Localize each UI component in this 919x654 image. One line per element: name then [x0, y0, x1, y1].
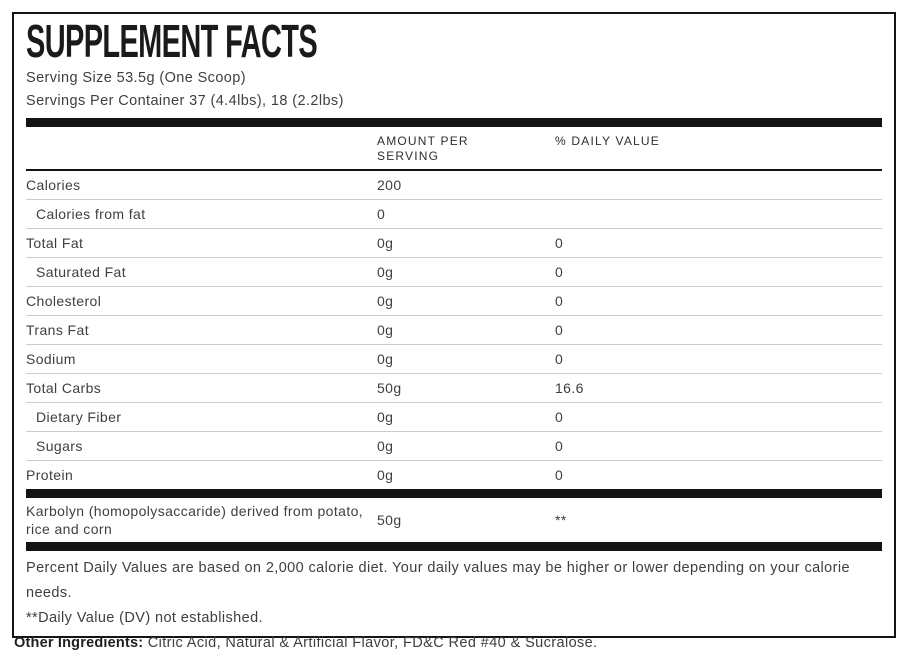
table-row [26, 403, 882, 432]
nutrient-dv: 0 [555, 467, 564, 483]
table-row [26, 374, 882, 403]
column-header-daily-value: % DAILY VALUE [555, 134, 660, 148]
table-row [26, 200, 882, 229]
table-row [26, 316, 882, 345]
nutrient-name: Calories from fat [36, 206, 146, 222]
nutrient-amount: 0g [377, 467, 394, 483]
nutrient-dv: 0 [555, 409, 564, 425]
nutrient-name: Total Carbs [26, 380, 102, 396]
nutrient-name: Total Fat [26, 235, 84, 251]
table-row [26, 287, 882, 316]
nutrient-name: Cholesterol [26, 293, 102, 309]
table-row [26, 461, 882, 489]
nutrient-name: Dietary Fiber [36, 409, 122, 425]
nutrient-dv: 0 [555, 293, 564, 309]
column-header-amount: AMOUNT PER SERVING [377, 134, 469, 163]
table-row [26, 432, 882, 461]
nutrient-amount: 0g [377, 293, 394, 309]
nutrient-dv: 0 [555, 264, 564, 280]
supplement-facts-panel [12, 12, 896, 638]
nutrient-dv: 0 [555, 235, 564, 251]
nutrient-dv: 0 [555, 322, 564, 338]
divider-bar-thick [26, 118, 882, 127]
nutrient-table [26, 171, 882, 489]
nutrient-name: Sugars [36, 438, 83, 454]
nutrient-amount: 200 [377, 177, 402, 193]
nutrient-amount: 0g [377, 351, 394, 367]
nutrient-name: Karbolyn (homopolysaccaride) derived from potato, rice and corn [26, 503, 364, 537]
ingredient-row-karbolyn [26, 498, 882, 542]
nutrient-amount: 0g [377, 438, 394, 454]
nutrient-name: Protein [26, 467, 74, 483]
nutrient-name: Calories [26, 177, 81, 193]
table-row [26, 258, 882, 287]
table-header-row [26, 127, 882, 171]
nutrient-amount: 0g [377, 409, 394, 425]
nutrient-amount: 50g [377, 380, 402, 396]
other-ingredients-label: Other Ingredients: [14, 635, 144, 651]
nutrient-name: Trans Fat [26, 322, 89, 338]
nutrient-amount: 50g [377, 512, 402, 528]
nutrient-dv: ** [555, 512, 567, 528]
other-ingredients-value: Citric Acid, Natural & Artificial Flavor, FD&C Red #40 & Sucralose. [143, 635, 598, 651]
servings-per-container-text: Servings Per Container 37 (4.4lbs), 18 (2.2lbs) [26, 93, 344, 109]
nutrient-dv: 0 [555, 351, 564, 367]
nutrient-amount: 0 [377, 206, 386, 222]
nutrient-dv: 0 [555, 438, 564, 454]
nutrient-dv: 16.6 [555, 380, 584, 396]
other-ingredients-line [14, 633, 904, 653]
nutrient-name: Saturated Fat [36, 264, 127, 280]
footnote-dv-not-established: **Daily Value (DV) not established. [26, 610, 263, 626]
nutrient-name: Sodium [26, 351, 76, 367]
nutrient-amount: 0g [377, 235, 394, 251]
serving-size-text: Serving Size 53.5g (One Scoop) [26, 70, 246, 86]
table-row [26, 171, 882, 200]
divider-bar-thick [26, 542, 882, 551]
table-row [26, 229, 882, 258]
page-title: SUPPLEMENT FACTS [26, 15, 318, 67]
footnote-daily-values: Percent Daily Values are based on 2,000 calorie diet. Your daily values may be higher or lower depending on your calorie needs. [26, 560, 850, 601]
table-row [26, 345, 882, 374]
divider-bar-thick [26, 489, 882, 498]
nutrient-amount: 0g [377, 264, 394, 280]
nutrient-amount: 0g [377, 322, 394, 338]
